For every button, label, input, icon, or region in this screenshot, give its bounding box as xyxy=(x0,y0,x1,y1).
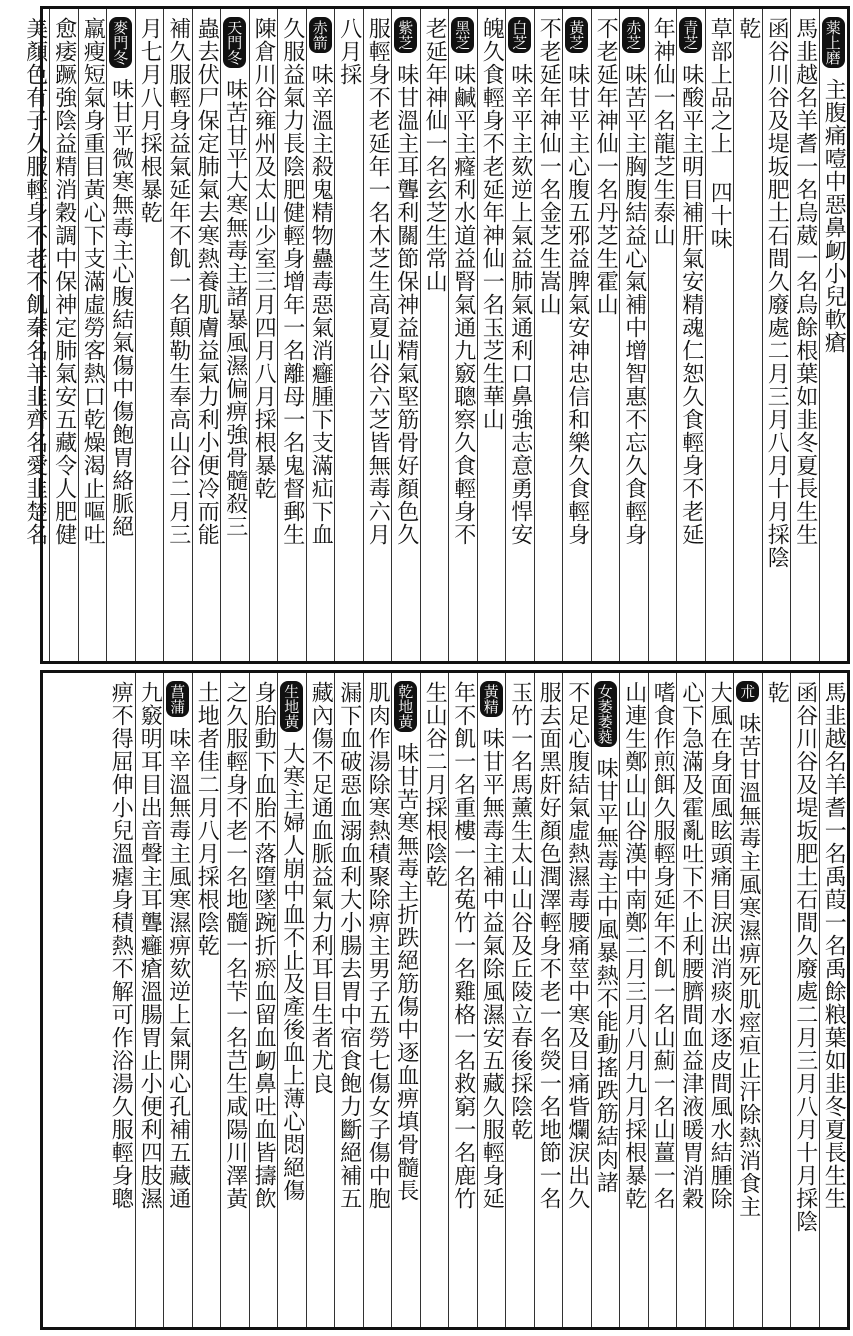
column-text: 味甘平無毒主補中益氣除風濕安五藏久服輕身延 xyxy=(479,727,505,1210)
top-column xyxy=(163,9,192,661)
column-text: 服輕身不老延年一名木芝生高夏山谷六芝皆無毒六月 xyxy=(365,17,391,546)
bottom-columns xyxy=(106,673,847,1327)
column-text: 陳倉川谷雍州及太山少室三月四月八月採根暴乾 xyxy=(251,17,277,500)
bottom-column xyxy=(505,673,534,1327)
column-text: 乾 xyxy=(735,17,761,40)
bottom-column xyxy=(790,673,819,1327)
column-text: 八月採 xyxy=(336,17,362,86)
top-column xyxy=(21,9,50,661)
column-text: 味苦甘平大寒無毒主諸暴風濕偏痹強骨髓殺三 xyxy=(222,78,248,538)
top-column xyxy=(220,9,249,661)
column-text: 味辛溫無毒主風寒濕痹欬逆上氣開心孔補五藏通 xyxy=(165,727,191,1210)
column-text: 味甘平主心腹五邪益脾氣安神忠信和樂久食輕身 xyxy=(564,63,590,546)
top-register xyxy=(22,6,850,664)
column-text: 嗜食作煎餌久服輕身延年不飢一名山薊一名山薑一名 xyxy=(650,681,676,1210)
bottom-column xyxy=(762,673,791,1327)
column-text: 草部上品之上 四十味 xyxy=(707,17,733,250)
column-text: 主腹痛噎中惡鼻衂小兒軟瘡 xyxy=(821,78,847,354)
column-text: 漏下血破惡血溺血利大小腸去胃中宿食飽力斷絕補五 xyxy=(336,681,362,1210)
column-text: 函谷川谷及堤坂肥土石間久廢處二月三月八月十月採陰 xyxy=(792,681,818,1233)
column-text: 久服益氣力長陰肥健輕身增年一名離母一名鬼督郵生 xyxy=(279,17,305,546)
column-text: 土地者佳二月八月採根陰乾 xyxy=(194,681,220,957)
bottom-column xyxy=(819,673,848,1327)
bottom-column xyxy=(220,673,249,1327)
column-text: 馬韭越名羊耆一名禹葭一名禹餘粮葉如韭冬夏長生生 xyxy=(821,681,847,1210)
bottom-column xyxy=(334,673,363,1327)
column-text: 味鹹平主癃利水道益腎氣通九竅聰察久食輕身不 xyxy=(450,63,476,546)
column-text: 老延年神仙一名玄芝生常山 xyxy=(422,17,448,293)
bottom-column xyxy=(562,673,591,1327)
top-column xyxy=(505,9,534,661)
bottom-column xyxy=(477,673,506,1327)
bottom-column xyxy=(391,673,420,1327)
bottom-column xyxy=(163,673,192,1327)
column-text: 味甘溫主耳聾利關節保神益精氣堅筋骨好顏色久 xyxy=(393,63,419,546)
top-column xyxy=(591,9,620,661)
column-text: 不老延年神仙一名丹芝生霍山 xyxy=(593,17,619,316)
bottom-column xyxy=(192,673,221,1327)
column-text: 味苦甘溫無毒主風寒濕痹死肌痙疸止汗除熱消食主 xyxy=(735,712,761,1218)
top-column xyxy=(49,9,78,661)
bottom-column xyxy=(363,673,392,1327)
column-text: 痹不得屈伸小兒溫瘧身積熱不解可作浴湯久服輕身聰 xyxy=(108,681,134,1210)
herb-name-badge: 麥門冬 xyxy=(109,17,132,68)
column-text: 蟲去伏尸保定肺氣去寒熱養肌膚益氣力利小便冷而能 xyxy=(194,17,220,546)
top-column xyxy=(819,9,848,661)
herb-name-badge: 黑芝 xyxy=(451,17,474,53)
bottom-column xyxy=(676,673,705,1327)
top-column xyxy=(192,9,221,661)
top-column xyxy=(78,9,107,661)
top-column xyxy=(477,9,506,661)
column-text: 魄久食輕身不老延年神仙一名玉芝生華山 xyxy=(479,17,505,431)
top-column xyxy=(790,9,819,661)
column-text: 味甘平無毒主中風暴熱不能動搖跌筋結肉諸 xyxy=(593,757,619,1194)
column-text: 心下急滿及霍亂吐下不止利腰臍間血益津液暖胃消穀 xyxy=(678,681,704,1210)
bottom-column xyxy=(534,673,563,1327)
herb-name-badge: 女萎萎蕤 xyxy=(594,681,617,747)
bottom-column xyxy=(306,673,335,1327)
top-column xyxy=(733,9,762,661)
herb-name-badge: 菖蒲 xyxy=(166,681,189,717)
bottom-column xyxy=(733,673,762,1327)
column-text: 味酸平主明目補肝氣安精魂仁恕久食輕身不老延 xyxy=(678,63,704,546)
top-column xyxy=(420,9,449,661)
column-text: 大寒主婦人崩中血不止及產後血上薄心悶絕傷 xyxy=(279,742,305,1202)
column-text: 味辛溫主殺鬼精物蠱毒惡氣消癰腫下支滿疝下血 xyxy=(308,63,334,546)
top-column xyxy=(648,9,677,661)
column-text: 不老延年神仙一名金芝生嵩山 xyxy=(536,17,562,316)
bottom-column xyxy=(249,673,278,1327)
herb-name-badge: 薬上磨 xyxy=(822,17,845,68)
top-column xyxy=(135,9,164,661)
herb-name-badge: 白芝 xyxy=(508,17,531,53)
top-column xyxy=(762,9,791,661)
bottom-column xyxy=(591,673,620,1327)
bottom-column xyxy=(648,673,677,1327)
column-text: 服去面黑皯好顏色潤澤輕身不老一名熒一名地節一名 xyxy=(536,681,562,1210)
bottom-column xyxy=(106,673,135,1327)
column-text: 九竅明耳目出音聲主耳聾癰瘡溫腸胃止小便利四肢濕 xyxy=(137,681,163,1210)
herb-name-badge: 黃芝 xyxy=(565,17,588,53)
top-column xyxy=(676,9,705,661)
top-column xyxy=(106,9,135,661)
top-column xyxy=(306,9,335,661)
column-text: 山連生鄭山山谷漢中南鄭二月三月八月九月採根暴乾 xyxy=(621,681,647,1210)
bottom-column xyxy=(705,673,734,1327)
bottom-register xyxy=(40,670,850,1330)
top-column xyxy=(448,9,477,661)
herb-name-badge: 生地黃 xyxy=(280,681,303,732)
column-text: 月七月八月採根暴乾 xyxy=(137,17,163,224)
column-text: 味苦平主胸腹結益心氣補中增智惠不忘久食輕身 xyxy=(621,63,647,546)
column-text: 之久服輕身不老一名地髓一名芐一名芑生咸陽川澤黃 xyxy=(222,681,248,1210)
top-column xyxy=(705,9,734,661)
column-text: 味甘平微寒無毒主心腹結氣傷中傷飽胃絡脈絕 xyxy=(108,78,134,538)
column-text: 生山谷二月採根陰乾 xyxy=(422,681,448,888)
herb-name-badge: 赤芝 xyxy=(622,17,645,53)
top-column xyxy=(277,9,306,661)
column-text: 不足心腹結氣虛熱濕毒腰痛莖中寒及目痛眥爛淚出久 xyxy=(564,681,590,1210)
bottom-column xyxy=(619,673,648,1327)
column-text: 函谷川谷及堤坂肥土石間久廢處二月三月八月十月採陰 xyxy=(764,17,790,569)
column-text: 藏內傷不足通血脈益氣力利耳目生者尤良 xyxy=(308,681,334,1095)
column-text: 玉竹一名馬薰生太山山谷及丘陵立春後採陰乾 xyxy=(507,681,533,1141)
column-text: 馬韭越名羊耆一名烏葳一名烏餘根葉如韭冬夏長生生 xyxy=(792,17,818,546)
top-column xyxy=(562,9,591,661)
column-text: 大風在身面風眩頭痛目淚出消痰水逐皮間風水結腫除 xyxy=(707,681,733,1210)
column-text: 味辛平主欬逆上氣益肺氣通利口鼻強志意勇悍安 xyxy=(507,63,533,546)
bottom-column xyxy=(448,673,477,1327)
column-text: 補久服輕身益氣延年不飢一名顛勒生奉高山谷二月三 xyxy=(165,17,191,546)
herb-name-badge: 乾地黃 xyxy=(394,681,417,732)
herb-name-badge: 赤箭 xyxy=(309,17,332,53)
top-column xyxy=(619,9,648,661)
top-column xyxy=(249,9,278,661)
herb-name-badge: 紫芝 xyxy=(394,17,417,53)
column-text: 味甘苦寒無毒主折跌絕筋傷中逐血痹填骨髓長 xyxy=(393,742,419,1202)
column-text: 美顏色有子久服輕身不老不飢秦名羊韭齊名愛韭楚名 xyxy=(22,17,48,546)
column-text: 乾 xyxy=(764,681,790,704)
column-text: 肌肉作湯除寒熱積聚除痹主男子五勞七傷女子傷中胞 xyxy=(365,681,391,1210)
column-text: 愈痿蹶強陰益精消穀調中保神定肺氣安五藏令人肥健 xyxy=(51,17,77,546)
herb-name-badge: 朮 xyxy=(736,681,759,702)
column-text: 年神仙一名龍芝生泰山 xyxy=(650,17,676,247)
top-column xyxy=(363,9,392,661)
column-text: 年不飢一名重樓一名菟竹一名雞格一名救窮一名鹿竹 xyxy=(450,681,476,1210)
top-columns xyxy=(21,9,848,661)
bottom-column xyxy=(135,673,164,1327)
herb-name-badge: 天門冬 xyxy=(223,17,246,68)
column-text: 羸瘦短氣身重目黃心下支滿虛勞客熱口乾燥渴止嘔吐 xyxy=(80,17,106,546)
top-column xyxy=(391,9,420,661)
bottom-column xyxy=(420,673,449,1327)
top-column xyxy=(334,9,363,661)
herb-name-badge: 黃精 xyxy=(480,681,503,717)
column-text: 身胎動下血胎不落墮墜踠折瘀血留血衂鼻吐血皆擣飲 xyxy=(251,681,277,1210)
top-column xyxy=(534,9,563,661)
bottom-column xyxy=(277,673,306,1327)
herb-name-badge: 青芝 xyxy=(679,17,702,53)
